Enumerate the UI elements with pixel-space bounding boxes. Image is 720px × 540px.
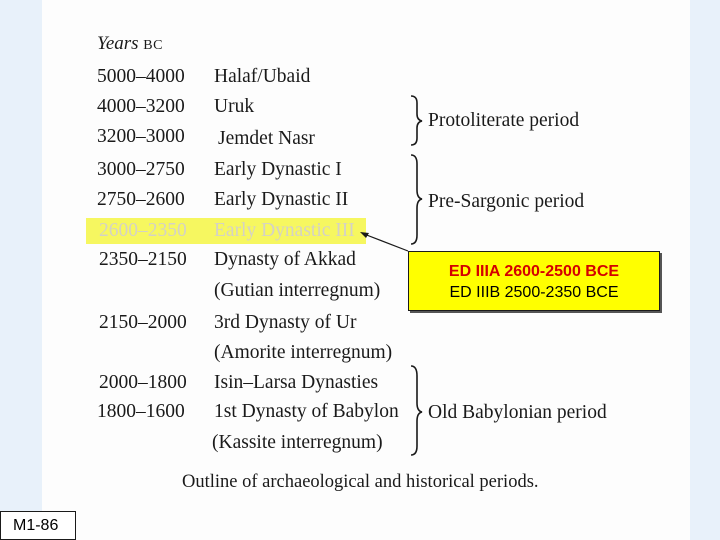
row-years: 2600–2350 [99,220,187,241]
row-years: 2750–2600 [97,189,185,210]
row-years: 2000–1800 [99,372,187,393]
group-label-protoliterate: Protoliterate period [428,110,580,131]
callout-line-ed-iiib: ED IIIB 2500-2350 BCE [449,284,619,301]
row-years: 1800–1600 [97,401,185,422]
row-period: Early Dynastic III [214,220,355,241]
years-header: Years BC [97,33,163,54]
brace-old-babylonian [411,366,422,455]
group-label-old-babylonian: Old Babylonian period [428,402,607,423]
brace-protoliterate [411,96,422,145]
row-period: 3rd Dynasty of Ur [214,312,357,333]
callout-box [408,251,660,311]
row-period: Early Dynastic I [214,159,342,180]
row-period: Dynasty of Akkad [214,249,356,270]
row-period: (Amorite interregnum) [214,342,393,363]
row-period: Early Dynastic II [214,189,349,210]
row-years: 5000–4000 [97,66,185,87]
callout-arrowhead [360,232,369,238]
row-years: 3200–3000 [97,126,185,147]
row-years: 4000–3200 [97,96,185,117]
callout-line-ed-iiia: ED IIIA 2600-2500 BCE [448,263,620,280]
row-years: 2350–2150 [99,249,187,270]
row-period: Halaf/Ubaid [214,66,311,87]
group-label-pre-sargonic: Pre-Sargonic period [428,191,585,212]
slide-number: M1-86 [0,511,76,540]
callout-arrow [364,234,408,251]
row-period: (Kassite interregnum) [212,432,383,453]
row-period: 1st Dynasty of Babylon [214,401,399,422]
row-period: (Gutian interregnum) [214,280,381,301]
row-period: Isin–Larsa Dynasties [214,372,379,393]
row-period: Uruk [214,96,255,117]
row-years: 3000–2750 [97,159,185,180]
row-period: Jemdet Nasr [218,128,315,149]
table-caption: Outline of archaeological and historical periods. [182,472,539,492]
brace-pre-sargonic [411,155,422,244]
row-years: 2150–2000 [99,312,187,333]
